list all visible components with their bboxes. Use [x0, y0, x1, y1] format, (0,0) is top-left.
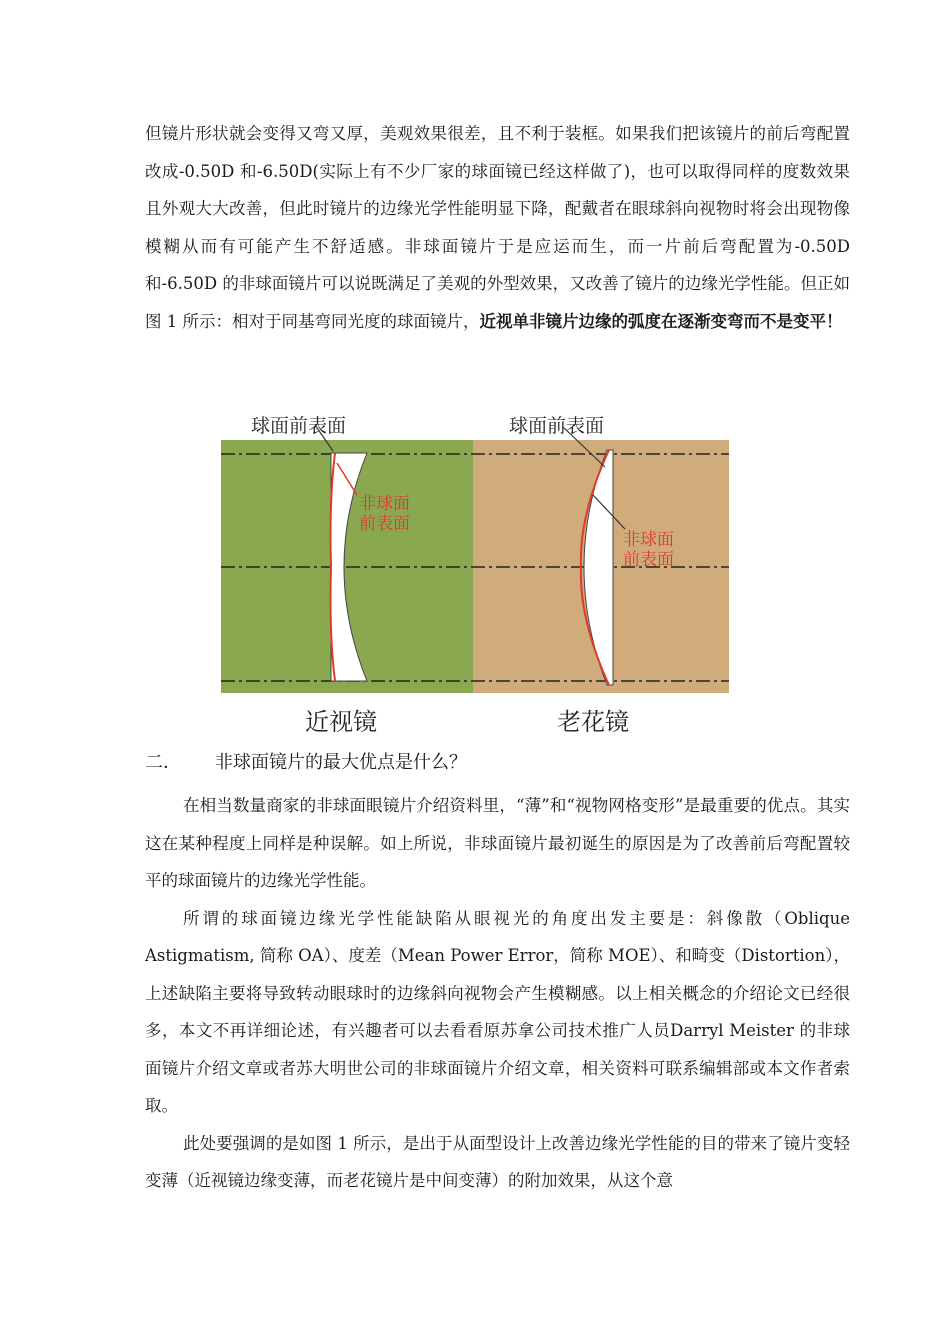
presbyopia-spherical-label: 球面前表面: [509, 415, 605, 437]
section-number: 二．: [145, 752, 181, 773]
myopia-aspheric-label-1: 非球面: [359, 494, 410, 514]
presbyopia-caption: 老花镜: [557, 708, 629, 736]
intro-paragraph-block: [145, 115, 850, 340]
myopia-caption: 近视镜: [305, 708, 377, 736]
presbyopia-aspheric-label-2: 前表面: [623, 550, 674, 570]
body-paragraph-3: 此处要强调的是如图 1 所示，是出于从面型设计上改善边缘光学性能的目的带来了镜片变轻变薄（近视镜边缘变薄，而老花镜片是中间变薄）的附加效果，从这个意: [145, 1133, 850, 1190]
intro-paragraph: [145, 115, 850, 340]
body-paragraph-block: [145, 787, 850, 1200]
section-heading: [145, 745, 850, 781]
presbyopia-aspheric-label-1: 非球面: [623, 530, 674, 550]
lens-comparison-figure: [221, 405, 731, 745]
intro-text: 但镜片形状就会变得又弯又厚，美观效果很差，且不利于装框。如果我们把该镜片的前后弯配置改成-0.50D 和-6.50D(实际上有不少厂家的球面镜已经这样做了)，也可以取得同样的度数效果且外观大大改善，但此时镜片的边缘光学性能明显下降，配戴者在眼球斜向视物时将会出现物像模糊从而有可能产生不舒适感。非球面镜片于是应运而生，而一片前后弯配置为-0.50D 和-6.50D 的非球面镜片可以说既满足了美观的外型效果，又改善了镜片的边缘光学性能。但正如图 1 所示：相对于同基弯同光度的球面镜片，: [145, 124, 850, 331]
body-paragraph-1: 在相当数量商家的非球面眼镜片介绍资料里，“薄”和“视物网格变形”是最重要的优点。其实这在某种程度上同样是种误解。如上所说，非球面镜片最初诞生的原因是为了改善前后弯配置较平的球面镜片的边缘光学性能。: [145, 796, 850, 890]
body-paragraph-2: 所谓的球面镜边缘光学性能缺陷从眼视光的角度出发主要是：斜像散（Oblique Astigmatism, 简称 OA）、度差（Mean Power Error，简称 MOE）、和畸变（Distortion），上述缺陷主要将导致转动眼球时的边缘斜向视物会产生模糊感。以上相关概念的介绍论文已经很多，本文不再详细论述，有兴趣者可以去看看原苏拿公司技术推广人员Darryl Meister 的非球面镜片介绍文章或者苏大明世公司的非球面镜片介绍文章，相关资料可联系编辑部或本文作者索取。: [145, 908, 850, 1115]
section-title: 非球面镜片的最大优点是什么？: [215, 752, 467, 773]
myopia-aspheric-label-2: 前表面: [359, 514, 410, 534]
intro-bold-conclusion: 近视单非镜片边缘的弧度在逐渐变弯而不是变平！: [479, 311, 843, 331]
myopia-spherical-label: 球面前表面: [251, 415, 347, 437]
